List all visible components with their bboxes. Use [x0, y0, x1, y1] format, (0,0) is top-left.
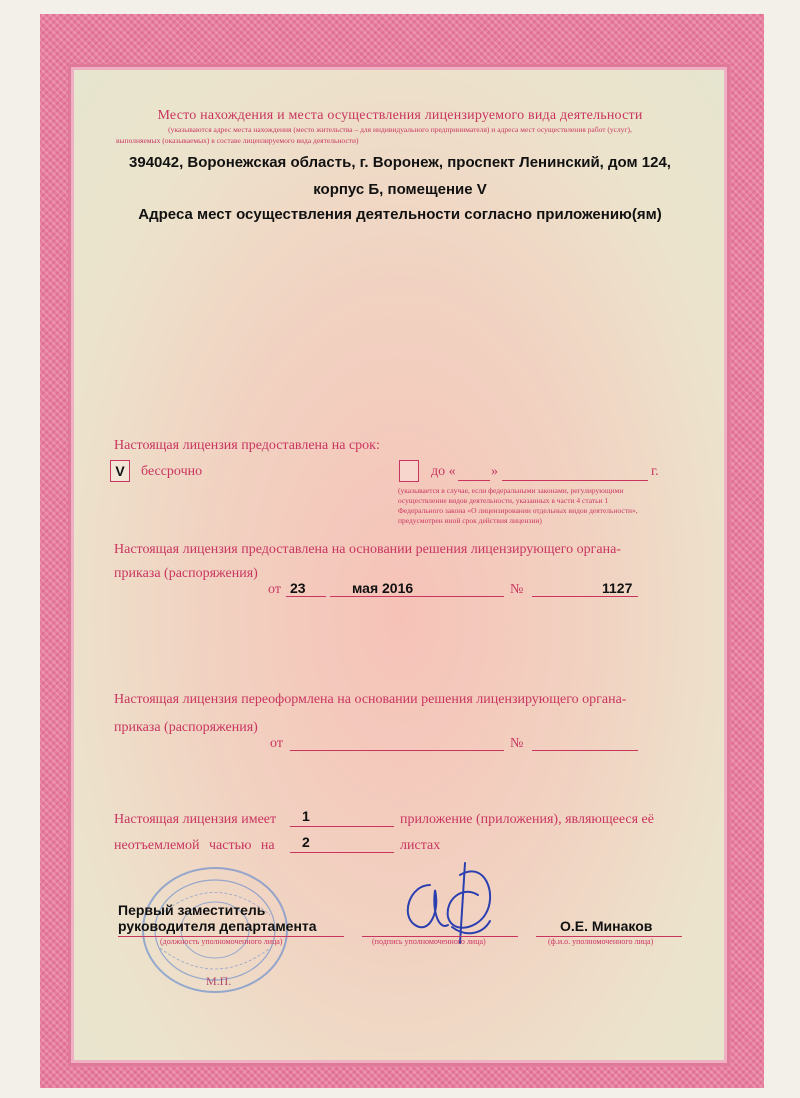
- term-note-4: предусмотрен иной срок действия лицензии): [398, 516, 542, 525]
- caption-name: (ф.и.о. уполномоченного лица): [548, 937, 654, 946]
- basis-line-1: Настоящая лицензия предоставлена на основании решения лицензирующего органа-: [114, 542, 621, 557]
- address-line-1: 394042, Воронежская область, г. Воронеж, проспект Ленинский, дом 124,: [129, 154, 671, 171]
- reissue-line-2: приказа (распоряжения): [114, 720, 258, 735]
- signer-position-1: Первый заместитель: [118, 902, 266, 918]
- signer-position-2: руководителя департамента: [118, 918, 317, 934]
- annex-line-2-suffix: листах: [400, 838, 441, 853]
- term-unlimited-mark: V: [115, 463, 125, 479]
- basis-from-label: от: [268, 582, 281, 597]
- reissue-from-label: от: [270, 736, 283, 751]
- annex-line-1-prefix: Настоящая лицензия имеет: [114, 812, 277, 827]
- term-note-2: осуществление видов деятельности, указанных в части 4 статьи 1: [398, 496, 609, 505]
- term-label: Настоящая лицензия предоставлена на срок:: [114, 438, 380, 453]
- annex-line-1-suffix: приложение (приложения), являющееся её: [400, 812, 654, 827]
- reissue-number-line: [532, 750, 638, 751]
- basis-number-line: [532, 596, 638, 597]
- caption-position: (должность уполномоченного лица): [160, 937, 283, 946]
- annex-sheets-line: [290, 852, 394, 853]
- location-heading: Место нахождения и места осуществления лицензируемого вида деятельности: [157, 108, 643, 123]
- basis-month-line: [330, 596, 504, 597]
- address-line-2: корпус Б, помещение V: [313, 181, 487, 198]
- location-heading-note-1: (указываются адрес места нахождения (место жительства – для индивидуального предпринимателя) и адреса мест осуществления работ (услуг),: [168, 125, 632, 134]
- term-until-checkbox: [399, 460, 419, 482]
- basis-number: 1127: [602, 580, 633, 596]
- basis-number-label: №: [510, 582, 524, 597]
- caption-signature: (подпись уполномоченного лица): [372, 937, 486, 946]
- term-until-suffix: г.: [651, 464, 659, 479]
- basis-line-2: приказа (распоряжения): [114, 566, 258, 581]
- stamp-place-mark: М.П.: [206, 974, 232, 988]
- signer-name: О.Е. Минаков: [560, 918, 653, 934]
- annex-count: 1: [302, 808, 310, 824]
- term-until-prefix: до «: [431, 464, 456, 479]
- annex-sheets: 2: [302, 834, 310, 850]
- term-day-line: [458, 480, 490, 481]
- reissue-line-1: Настоящая лицензия переоформлена на основании решения лицензирующего органа-: [114, 692, 627, 707]
- basis-day: 23: [290, 580, 306, 596]
- term-month-line: [502, 480, 648, 481]
- term-until-mid: »: [491, 464, 498, 479]
- location-heading-note-2: выполняемых (оказываемых) в составе лицензируемого вида деятельности): [116, 136, 359, 145]
- basis-month-year: мая 2016: [352, 580, 414, 596]
- term-note-1: (указывается в случае, если федеральными законами, регулирующими: [398, 486, 624, 495]
- term-unlimited-checkbox: [110, 460, 130, 482]
- annex-count-line: [290, 826, 394, 827]
- term-note-3: Федерального закона «О лицензировании отдельных видов деятельности»,: [398, 506, 638, 515]
- reissue-date-line: [290, 750, 504, 751]
- reissue-number-label: №: [510, 736, 524, 751]
- annex-line-2-prefix: неотъемлемой частью на: [114, 838, 275, 853]
- basis-day-line: [286, 596, 326, 597]
- address-line-3: Адреса мест осуществления деятельности согласно приложению(ям): [138, 206, 662, 223]
- term-unlimited-label: бессрочно: [141, 464, 203, 479]
